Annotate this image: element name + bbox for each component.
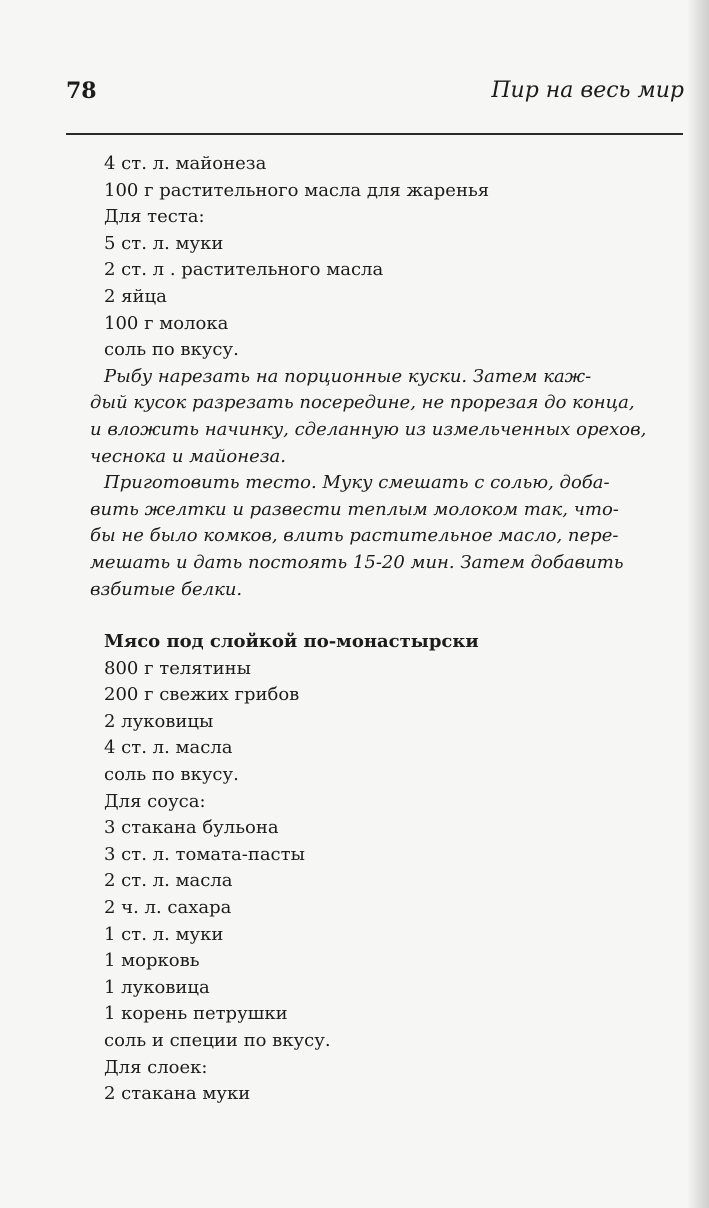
instruction-line: вить желтки и развести теплым молоком так, что-: [90, 498, 619, 520]
ingredient-line: 3 ст. л. томата-пасты: [104, 843, 305, 865]
ingredient-line: 4 ст. л. масла: [104, 737, 233, 759]
ingredient-line: 1 ст. л. муки: [104, 923, 224, 945]
ingredient-line: 100 г растительного масла для жаренья: [104, 179, 490, 201]
recipe-title: Мясо под слойкой по-монастырски: [104, 631, 479, 653]
page-number: 78: [66, 78, 97, 104]
ingredient-list: [104, 656, 686, 1108]
header-rule: [66, 133, 683, 135]
ingredient-line: соль по вкусу.: [104, 339, 239, 361]
instruction-line: мешать и дать постоять 15-20 мин. Затем добавить: [90, 551, 624, 573]
ingredient-line: соль по вкусу.: [104, 764, 239, 786]
running-title: Пир на весь мир: [491, 78, 684, 103]
section-gap: [104, 603, 686, 629]
instruction-line: Приготовить тесто. Муку смешать с солью, доба-: [104, 472, 610, 494]
instruction-line: дый кусок разрезать посередине, не прорезая до конца,: [90, 392, 635, 414]
ingredient-subheading: Для соуса:: [104, 790, 206, 812]
ingredient-line: 200 г свежих грибов: [104, 684, 300, 706]
ingredient-line: 4 ст. л. майонеза: [104, 153, 267, 174]
instruction-line: взбитые белки.: [90, 578, 243, 600]
ingredient-subheading: Для теста:: [104, 206, 205, 228]
ingredient-line: 5 ст. л. муки: [104, 232, 224, 254]
ingredient-line: 2 луковицы: [104, 710, 214, 732]
ingredient-line: 1 корень петрушки: [104, 1003, 288, 1025]
ingredient-line: соль и специи по вкусу.: [104, 1030, 331, 1051]
instruction-line: чеснока и майонеза.: [90, 445, 287, 467]
ingredient-line: 3 стакана бульона: [104, 817, 279, 839]
instruction-line: бы не было комков, влить растительное масло, пере-: [90, 525, 619, 547]
page-body: [90, 151, 686, 1108]
ingredient-line: 2 ст. л . растительного масла: [104, 259, 384, 281]
ingredient-line: 100 г молока: [104, 312, 229, 334]
ingredient-line: 800 г телятины: [104, 657, 251, 679]
ingredient-line: 2 ст. л. масла: [104, 870, 233, 892]
ingredient-line: 2 ч. л. сахара: [104, 897, 232, 919]
ingredient-line: 1 морковь: [104, 950, 200, 972]
instruction-paragraph: [90, 470, 686, 603]
ingredient-line: 2 стакана муки: [104, 1083, 251, 1105]
page-header: [66, 76, 684, 110]
instruction-line: Рыбу нарезать на порционные куски. Затем каж-: [104, 365, 592, 387]
ingredient-line: 1 луковица: [104, 976, 210, 998]
ingredient-line: 2 яйца: [104, 285, 167, 307]
page-edge-shadow: [687, 0, 709, 1208]
ingredient-subheading: Для слоек:: [104, 1056, 208, 1078]
instruction-line: и вложить начинку, сделанную из измельченных орехов,: [90, 418, 647, 440]
instruction-paragraph: [90, 364, 686, 470]
ingredient-list: [104, 151, 686, 364]
